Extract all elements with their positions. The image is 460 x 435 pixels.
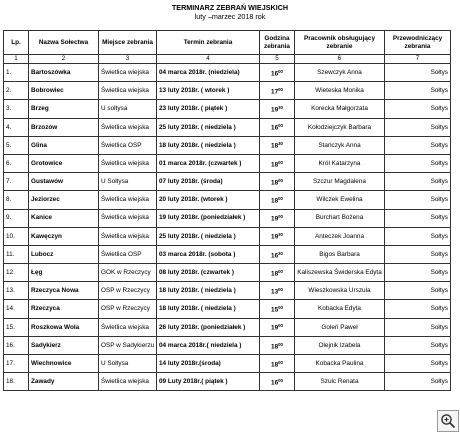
village-name: Lubocz: [29, 245, 99, 263]
meeting-date: 19 luty 2018r. (poniedziałek ): [157, 209, 260, 227]
minutes-value: 00: [278, 86, 283, 92]
zoom-in-button[interactable]: [437, 410, 459, 432]
header-meeting-date: Termin zebrania: [157, 31, 260, 55]
meeting-hour: [260, 300, 295, 318]
chairperson: Sołtys: [385, 209, 451, 227]
meeting-hour: [260, 318, 295, 336]
meeting-hour: [260, 64, 295, 82]
chairperson: Sołtys: [385, 118, 451, 136]
column-number: 2: [29, 55, 99, 64]
hour-value: 19: [271, 215, 279, 223]
chairperson: Sołtys: [385, 82, 451, 100]
village-name: Rzeczyca Nowa: [29, 282, 99, 300]
village-name: Bobrowiec: [29, 82, 99, 100]
hour-value: 18: [271, 361, 279, 369]
header-village-name: Nazwa Sołectwa: [29, 31, 99, 55]
chairperson: Sołtys: [385, 264, 451, 282]
minutes-value: 00: [278, 159, 283, 165]
meeting-place: U Sołtysa: [99, 173, 157, 191]
minutes-value: 00: [278, 214, 283, 220]
table-row: [4, 282, 451, 300]
hour-value: 18: [271, 197, 279, 205]
row-number: 8.: [4, 191, 29, 209]
minutes-value: 30: [278, 141, 283, 147]
minutes-value: 00: [278, 305, 283, 311]
chairperson: Sołtys: [385, 318, 451, 336]
row-number: 4.: [4, 118, 29, 136]
staff-member: Szewczyk Anna: [295, 64, 385, 82]
table-row: [4, 355, 451, 373]
village-name: Brzeg: [29, 100, 99, 118]
meeting-place: Świetlica wiejska: [99, 318, 157, 336]
row-number: 12.: [4, 264, 29, 282]
staff-member: Wieteska Monika: [295, 82, 385, 100]
meeting-hour: [260, 82, 295, 100]
village-name: Kawęczyn: [29, 227, 99, 245]
hour-value: 18: [271, 142, 279, 150]
hour-value: 18: [271, 179, 279, 187]
hour-value: 19: [271, 324, 279, 332]
chairperson: Sołtys: [385, 355, 451, 373]
meeting-date: 14 luty 2018r.(środa): [157, 355, 260, 373]
meeting-date: 04 marca 2018r. (niedziela): [157, 64, 260, 82]
chairperson: Sołtys: [385, 64, 451, 82]
column-number: 7: [385, 55, 451, 64]
chairperson: Sołtys: [385, 227, 451, 245]
village-name: Zawady: [29, 373, 99, 391]
table-row: [4, 136, 451, 154]
header-meeting-hour: Godzina zebrania: [260, 31, 295, 55]
hour-value: 13: [271, 288, 279, 296]
meeting-date: 18 luty 2018r. ( niedziela ): [157, 136, 260, 154]
village-name: Jeziorzec: [29, 191, 99, 209]
meeting-hour: [260, 264, 295, 282]
table-row: [4, 336, 451, 354]
table-row: [4, 300, 451, 318]
staff-member: Kobacka Paulina: [295, 355, 385, 373]
staff-member: Kaliszewska Świderska Edyta: [295, 264, 385, 282]
meeting-date: 13 luty 2018r. ( wtorek ): [157, 82, 260, 100]
chairperson: Sołtys: [385, 300, 451, 318]
row-number: 9.: [4, 209, 29, 227]
staff-member: Szulc Renata: [295, 373, 385, 391]
hour-value: 16: [271, 379, 279, 387]
staff-member: Burchart Bożena: [295, 209, 385, 227]
row-number: 14.: [4, 300, 29, 318]
meeting-hour: [260, 209, 295, 227]
meeting-hour: [260, 245, 295, 263]
meeting-place: OSP w Sadykierzu: [99, 336, 157, 354]
column-number: 5: [260, 55, 295, 64]
staff-member: Kołodziejczyk Barbara: [295, 118, 385, 136]
meeting-place: Świetlica wiejska: [99, 82, 157, 100]
hour-value: 17: [271, 88, 279, 96]
meeting-place: Świetlica wiejska: [99, 227, 157, 245]
village-name: Roszkowa Wola: [29, 318, 99, 336]
minutes-value: 00: [278, 196, 283, 202]
column-number-row: [4, 55, 451, 64]
meeting-place: OSP w Rzeczycy: [99, 282, 157, 300]
minutes-value: 30: [278, 232, 283, 238]
meeting-date: 18 luty 2018r. ( niedziela ): [157, 300, 260, 318]
staff-member: Kobacka Edyta: [295, 300, 385, 318]
minutes-value: 00: [278, 341, 283, 347]
table-header-row: [4, 31, 451, 55]
village-name: Rzeczyca: [29, 300, 99, 318]
minutes-value: 00: [278, 286, 283, 292]
hour-value: 19: [271, 106, 279, 114]
meeting-place: Świetlica wiejska: [99, 118, 157, 136]
village-name: Kanice: [29, 209, 99, 227]
meeting-hour: [260, 154, 295, 172]
meeting-date: 25 luty 2018r. ( niedziela ): [157, 227, 260, 245]
table-row: [4, 264, 451, 282]
column-number: 6: [295, 55, 385, 64]
meeting-hour: [260, 136, 295, 154]
meeting-date: 08 luty 2018r. (czwartek ): [157, 264, 260, 282]
meeting-date: 23 luty 2018r. ( piątek ): [157, 100, 260, 118]
meeting-date: 25 luty 2018r. ( niedziela ): [157, 118, 260, 136]
meeting-hour: [260, 282, 295, 300]
header-lp: Lp.: [4, 31, 29, 55]
hour-value: 15: [271, 306, 279, 314]
row-number: 5.: [4, 136, 29, 154]
meeting-date: 01 marca 2018r. (czwartek ): [157, 154, 260, 172]
chairperson: Sołtys: [385, 373, 451, 391]
village-name: Gustawów: [29, 173, 99, 191]
table-row: [4, 100, 451, 118]
chairperson: Sołtys: [385, 245, 451, 263]
staff-member: Anteczek Joanna: [295, 227, 385, 245]
chairperson: Sołtys: [385, 154, 451, 172]
meeting-date: 07 luty 2018r. (środa): [157, 173, 260, 191]
row-number: 11.: [4, 245, 29, 263]
staff-member: Szczur Magdalena: [295, 173, 385, 191]
schedule-table: [3, 30, 451, 391]
meeting-place: Świetlica wiejska: [99, 64, 157, 82]
table-row: [4, 191, 451, 209]
meeting-hour: [260, 118, 295, 136]
meeting-place: GOK w Rzeczycy: [99, 264, 157, 282]
minutes-value: 00: [278, 123, 283, 129]
meeting-date: 18 luty 2018r. ( niedziela ): [157, 282, 260, 300]
village-name: Bartoszówka: [29, 64, 99, 82]
row-number: 15.: [4, 318, 29, 336]
row-number: 6.: [4, 154, 29, 172]
chairperson: Sołtys: [385, 136, 451, 154]
table-row: [4, 227, 451, 245]
row-number: 17.: [4, 355, 29, 373]
staff-member: Olejnik Izabela: [295, 336, 385, 354]
staff-member: Król Katarzyna: [295, 154, 385, 172]
minutes-value: 00: [278, 268, 283, 274]
meeting-hour: [260, 173, 295, 191]
village-name: Wiechnowice: [29, 355, 99, 373]
column-number: 1: [4, 55, 29, 64]
chairperson: Sołtys: [385, 100, 451, 118]
column-number: 4: [157, 55, 260, 64]
row-number: 10.: [4, 227, 29, 245]
minutes-value: 00: [278, 359, 283, 365]
meeting-place: Świetlica wiejska: [99, 154, 157, 172]
meeting-hour: [260, 355, 295, 373]
row-number: 7.: [4, 173, 29, 191]
minutes-value: 30: [278, 105, 283, 111]
meeting-place: Świetlica wiejska: [99, 373, 157, 391]
village-name: Brzozów: [29, 118, 99, 136]
hour-value: 18: [271, 270, 279, 278]
minutes-value: 00: [278, 177, 283, 183]
zoom-in-icon: [440, 413, 456, 429]
meeting-date: 09 Luty 2018r.( piątek ): [157, 373, 260, 391]
table-row: [4, 245, 451, 263]
row-number: 3.: [4, 100, 29, 118]
document-title: TERMINARZ ZEBRAŃ WIEJSKICH: [171, 3, 289, 12]
table-row: [4, 64, 451, 82]
table-row: [4, 209, 451, 227]
chairperson: Sołtys: [385, 282, 451, 300]
hour-value: 16: [271, 124, 279, 132]
meeting-date: 26 luty 2018r. (poniedziałek ): [157, 318, 260, 336]
village-name: Grotowice: [29, 154, 99, 172]
minutes-value: 00: [278, 377, 283, 383]
row-number: 13.: [4, 282, 29, 300]
village-name: Glina: [29, 136, 99, 154]
header-meeting-place: Miejsce zebrania: [99, 31, 157, 55]
hour-value: 16: [271, 70, 279, 78]
row-number: 1.: [4, 64, 29, 82]
table-row: [4, 373, 451, 391]
staff-member: Goleń Paweł: [295, 318, 385, 336]
meeting-date: 20 luty 2018r. (wtorek ): [157, 191, 260, 209]
table-row: [4, 173, 451, 191]
meeting-place: Świetlica OSP: [99, 245, 157, 263]
meeting-hour: [260, 227, 295, 245]
meeting-place: Świetlica OSP: [99, 136, 157, 154]
hour-value: 16: [271, 252, 279, 260]
meeting-hour: [260, 336, 295, 354]
meeting-place: Świetlica wiejska: [99, 191, 157, 209]
minutes-value: 00: [278, 323, 283, 329]
column-number: 3: [99, 55, 157, 64]
hour-value: 18: [271, 161, 279, 169]
meeting-date: 03 marca 2018r. (sobota ): [157, 245, 260, 263]
village-name: Łęg: [29, 264, 99, 282]
table-row: [4, 318, 451, 336]
row-number: 2.: [4, 82, 29, 100]
table-row: [4, 154, 451, 172]
staff-member: Korecka Małgorzata: [295, 100, 385, 118]
staff-member: Stańczyk Anna: [295, 136, 385, 154]
hour-value: 18: [271, 343, 279, 351]
meeting-date: 04 marca 2018r.( niedziela ): [157, 336, 260, 354]
document-subtitle: luty –marzec 2018 rok: [194, 12, 266, 21]
meeting-place: Świetlica wiejska: [99, 209, 157, 227]
chairperson: Sołtys: [385, 336, 451, 354]
hour-value: 19: [271, 233, 279, 241]
table-row: [4, 82, 451, 100]
meeting-place: OSP w Rzeczycy: [99, 300, 157, 318]
chairperson: Sołtys: [385, 173, 451, 191]
row-number: 18.: [4, 373, 29, 391]
staff-member: Wilczek Ewelina: [295, 191, 385, 209]
meeting-hour: [260, 373, 295, 391]
staff-member: Wieszkowska Urszula: [295, 282, 385, 300]
meeting-place: U Sołtysa: [99, 355, 157, 373]
chairperson: Sołtys: [385, 191, 451, 209]
minutes-value: 30: [278, 250, 283, 256]
table-row: [4, 118, 451, 136]
header-staff-member: Pracownik obsługujący zebranie: [295, 31, 385, 55]
minutes-value: 00: [278, 68, 283, 74]
village-name: Sadykierz: [29, 336, 99, 354]
meeting-hour: [260, 191, 295, 209]
row-number: 16.: [4, 336, 29, 354]
meeting-place: U sołtysa: [99, 100, 157, 118]
header-chairperson: Przewodniczący zebrania: [385, 31, 451, 55]
meeting-hour: [260, 100, 295, 118]
staff-member: Bigos Barbara: [295, 245, 385, 263]
